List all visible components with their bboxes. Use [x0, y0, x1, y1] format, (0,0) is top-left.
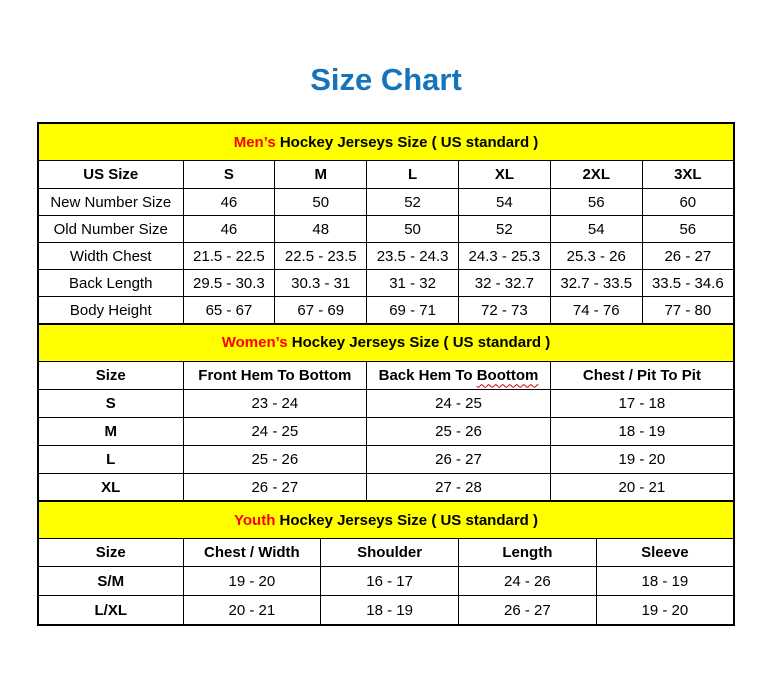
cell: 52 — [367, 189, 459, 216]
womens-band-rest-text: Hockey Jerseys Size ( US standard ) — [287, 334, 551, 351]
cell: 32.7 - 33.5 — [550, 270, 642, 297]
table-row — [38, 417, 734, 445]
cell: 74 - 76 — [550, 297, 642, 325]
cell: 60 — [642, 189, 734, 216]
cell: 32 - 32.7 — [458, 270, 550, 297]
cell: 19 - 20 — [183, 567, 321, 596]
cell: 20 - 21 — [183, 596, 321, 626]
cell: 18 - 19 — [596, 567, 734, 596]
mens-col-header-us-size: US Size — [38, 161, 183, 189]
cell: 26 - 27 — [459, 596, 597, 626]
row-label: M — [38, 417, 183, 445]
cell: 19 - 20 — [550, 445, 734, 473]
cell: 25 - 26 — [367, 417, 551, 445]
cell: 18 - 19 — [321, 596, 459, 626]
mens-band-rest-text: Hockey Jerseys Size ( US standard ) — [275, 133, 539, 151]
cell: 31 - 32 — [367, 270, 459, 297]
cell: 16 - 17 — [321, 567, 459, 596]
youth-header-row — [38, 539, 734, 567]
youth-highlight-text: Youth — [234, 511, 276, 529]
cell: 50 — [275, 189, 367, 216]
row-label: Body Height — [38, 297, 183, 325]
cell: 48 — [275, 216, 367, 243]
cell: 24.3 - 25.3 — [458, 243, 550, 270]
cell: 56 — [642, 216, 734, 243]
cell: 24 - 26 — [459, 567, 597, 596]
cell: 77 - 80 — [642, 297, 734, 325]
cell: 24 - 25 — [367, 389, 551, 417]
table-row — [38, 270, 734, 297]
cell: 23 - 24 — [183, 389, 367, 417]
cell: 22.5 - 23.5 — [275, 243, 367, 270]
mens-highlight-text: Men’s — [233, 133, 276, 151]
youth-col-header-shoulder: Shoulder — [321, 539, 459, 567]
cell: 46 — [183, 189, 275, 216]
table-row — [38, 567, 734, 596]
cell: 65 - 67 — [183, 297, 275, 325]
table-row — [38, 596, 734, 626]
cell: 54 — [550, 216, 642, 243]
cell: 30.3 - 31 — [275, 270, 367, 297]
row-label: S/M — [38, 567, 183, 596]
cell: 27 - 28 — [367, 473, 551, 502]
youth-section-band — [38, 501, 734, 539]
table-row — [38, 473, 734, 502]
youth-band-rest-text: Hockey Jerseys Size ( US standard ) — [275, 511, 538, 529]
cell: 67 - 69 — [275, 297, 367, 325]
mens-col-header-3xl: 3XL — [642, 161, 734, 189]
table-row — [38, 445, 734, 473]
cell: 17 - 18 — [550, 389, 734, 417]
womens-header-row — [38, 361, 734, 389]
row-label: XL — [38, 473, 183, 502]
youth-col-header-chest-width: Chest / Width — [183, 539, 321, 567]
cell: 20 - 21 — [550, 473, 734, 502]
mens-header-row — [38, 161, 734, 189]
cell: 52 — [458, 216, 550, 243]
table-row — [38, 216, 734, 243]
table-row — [38, 389, 734, 417]
cell: 24 - 25 — [183, 417, 367, 445]
mens-col-header-s: S — [183, 161, 275, 189]
womens-size-table — [37, 323, 735, 503]
cell: 50 — [367, 216, 459, 243]
mens-col-header-2xl: 2XL — [550, 161, 642, 189]
womens-col-header-size: Size — [38, 361, 183, 389]
youth-size-table — [37, 500, 735, 626]
row-label: S — [38, 389, 183, 417]
cell: 26 - 27 — [642, 243, 734, 270]
womens-section-band — [38, 324, 734, 362]
cell: 29.5 - 30.3 — [183, 270, 275, 297]
cell: 54 — [458, 189, 550, 216]
size-tables-container — [37, 122, 735, 626]
row-label: Width Chest — [38, 243, 183, 270]
cell: 19 - 20 — [596, 596, 734, 626]
table-row — [38, 189, 734, 216]
cell: 18 - 19 — [550, 417, 734, 445]
row-label: L — [38, 445, 183, 473]
cell: 21.5 - 22.5 — [183, 243, 275, 270]
cell: 56 — [550, 189, 642, 216]
back-hem-prefix-text: Back Hem To — [378, 366, 477, 384]
cell: 33.5 - 34.6 — [642, 270, 734, 297]
cell: 46 — [183, 216, 275, 243]
mens-section-title — [38, 123, 734, 161]
table-row — [38, 297, 734, 325]
cell: 72 - 73 — [458, 297, 550, 325]
back-hem-misspelled-word: Boottom — [476, 366, 539, 384]
row-label: Old Number Size — [38, 216, 183, 243]
cell: 23.5 - 24.3 — [367, 243, 459, 270]
mens-col-header-m: M — [275, 161, 367, 189]
womens-highlight-text: Women’s — [221, 334, 288, 351]
womens-col-header-back-hem — [367, 361, 551, 389]
cell: 25.3 - 26 — [550, 243, 642, 270]
row-label: Back Length — [38, 270, 183, 297]
mens-col-header-l: L — [367, 161, 459, 189]
mens-section-band — [38, 123, 734, 161]
row-label: L/XL — [38, 596, 183, 626]
row-label: New Number Size — [38, 189, 183, 216]
youth-col-header-sleeve: Sleeve — [596, 539, 734, 567]
page-title: Size Chart — [310, 62, 462, 97]
table-row — [38, 243, 734, 270]
womens-col-header-chest: Chest / Pit To Pit — [550, 361, 734, 389]
cell: 26 - 27 — [367, 445, 551, 473]
womens-col-header-front-hem: Front Hem To Bottom — [183, 361, 367, 389]
youth-section-title — [38, 501, 734, 539]
cell: 69 - 71 — [367, 297, 459, 325]
womens-section-title — [38, 324, 734, 362]
cell: 26 - 27 — [183, 473, 367, 502]
mens-size-table — [37, 122, 735, 325]
cell: 25 - 26 — [183, 445, 367, 473]
youth-col-header-length: Length — [459, 539, 597, 567]
youth-col-header-size: Size — [38, 539, 183, 567]
mens-col-header-xl: XL — [458, 161, 550, 189]
